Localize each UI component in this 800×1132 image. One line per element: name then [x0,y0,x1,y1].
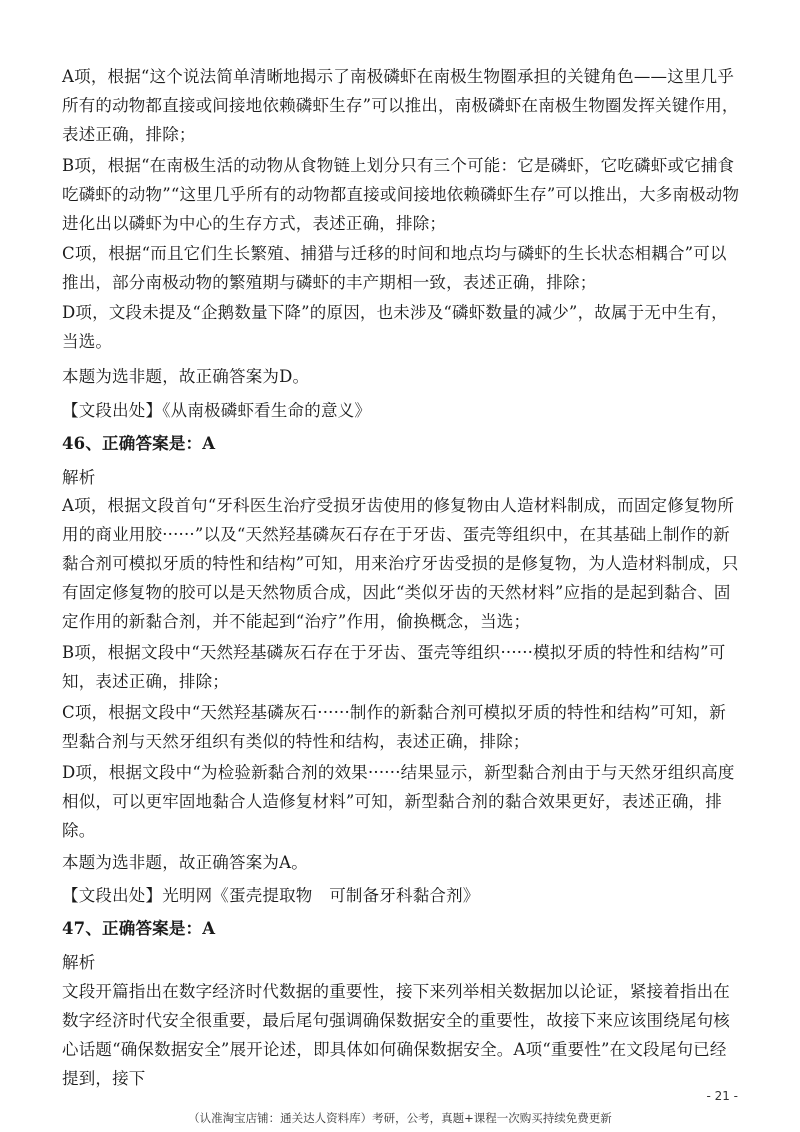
footer-note: （认准淘宝店铺：通关达人资料库）考研，公考，真题+课程一次购买持续免费更新 [188,1111,612,1125]
answer-conclusion: 本题为选非题，故正确答案为D。 [62,367,310,386]
paragraph-d-dental: D项，根据文段中“为检验新黏合剂的效果······结果显示，新型黏合剂由于与天然牙组织高度相似，可以更牢固地黏合人造修复材料”可知，新型黏合剂的黏合效果更好，表述正确，排除。 [62,763,735,840]
source-citation: 【文段出处】《从南极磷虾看生命的意义》 [62,401,372,420]
paragraph-a-krill: A项，根据“这个说法简单清晰地揭示了南极磷虾在南极生物圈承担的关键角色——这里几乎所有的动物都直接或间接地依赖磷虾生存”可以推出，南极磷虾在南极生物圈发挥关键作用，表述正确，排除； [62,67,739,144]
analysis-label: 解析 [62,468,96,487]
paragraph-b-krill: B项，根据“在南极生活的动物从食物链上划分只有三个可能：它是磷虾，它吃磷虾或它捕食吃磷虾的动物”“这里几乎所有的动物都直接或间接地依赖磷虾生存”可以推出，大多南极动物进化出以磷虾为中心的生存方式，表述正确，排除； [62,156,740,233]
question-heading: 46、正确答案是：A [62,434,216,453]
paragraph-b-dental: B项，根据文段中“天然羟基磷灰石存在于牙齿、蛋壳等组织······模拟牙质的特性和结构”可知，表述正确，排除； [62,643,726,691]
paragraph-digital-economy: 文段开篇指出在数字经济时代数据的重要性，接下来列举相关数据加以论证，紧接着指出在数字经济时代安全很重要，最后尾句强调确保数据安全的重要性，故接下来应该围绕尾句核心话题“确保数据安全”展开论述，即具体如何确保数据安全。A项“重要性”在文段尾句已经提到，接下 [62,982,730,1088]
page-number: - 21 - [706,1089,738,1103]
question-heading: 47、正确答案是：A [62,919,216,938]
paragraph-a-dental: A项，根据文段首句“牙科医生治疗受损牙齿使用的修复物由人造材料制成，而固定修复物所用的商业用胶······”以及“天然羟基磷灰石存在于牙齿、蛋壳等组织中，在其基础上制作的新黏合剂可模拟牙质的特性和结构”可知，用来治疗牙齿受损的是修复物，为人造材料制成，只有固定修复物的胶可以是天然物质合成，因此“类似牙齿的天然材料”应指的是起到黏合、固定作用的新黏合剂，并不能起到“治疗”作用，偷换概念，当选； [62,496,739,631]
analysis-label: 解析 [62,953,96,972]
source-citation: 【文段出处】光明网《蛋壳提取物 可制备牙科黏合剂》 [62,886,480,905]
paragraph-c-krill: C项，根据“而且它们生长繁殖、捕猎与迁移的时间和地点均与磷虾的生长状态相耦合”可以推出，部分南极动物的繁殖期与磷虾的丰产期相一致，表述正确，排除； [62,244,727,292]
paragraph-d-krill: D项，文段未提及“企鹅数量下降”的原因，也未涉及“磷虾数量的减少”，故属于无中生有，当选。 [62,303,728,351]
answer-conclusion: 本题为选非题，故正确答案为A。 [62,853,308,872]
paragraph-c-dental: C项，根据文段中“天然羟基磷灰石······制作的新黏合剂可模拟牙质的特性和结构”可知，新型黏合剂与天然牙组织有类似的特性和结构，表述正确，排除； [62,703,726,751]
